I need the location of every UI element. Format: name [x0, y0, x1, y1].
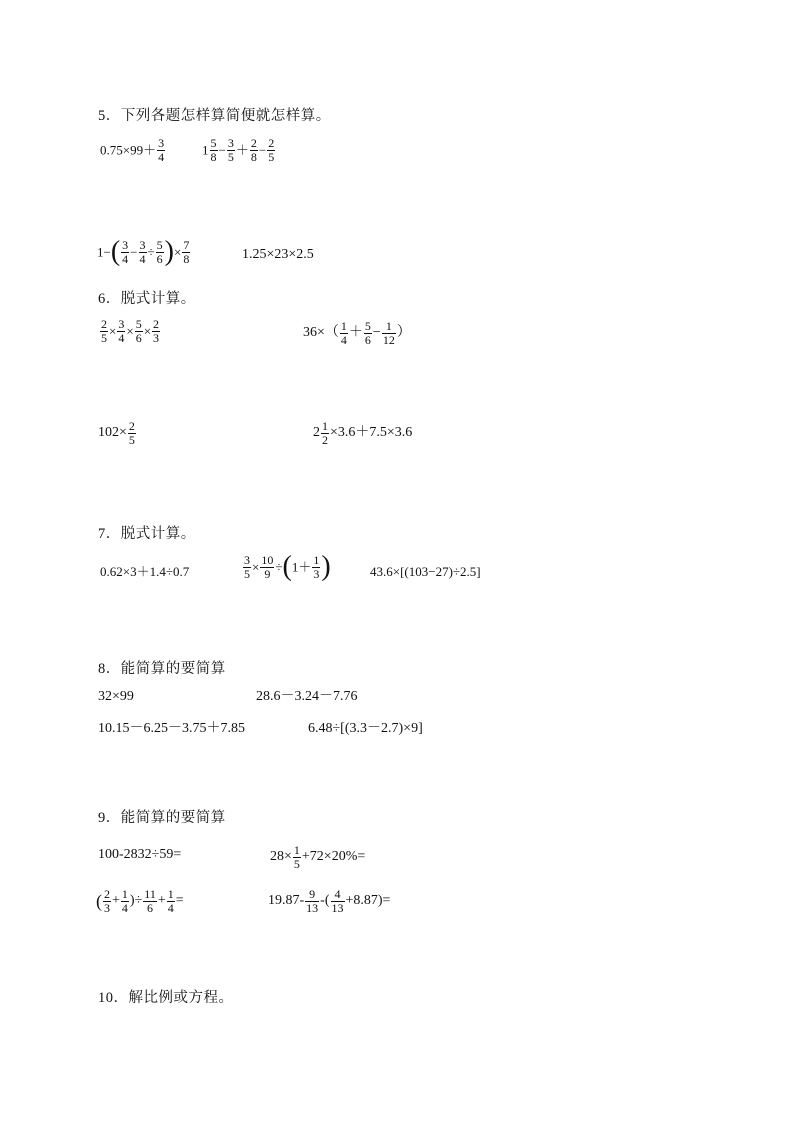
q7-expr-3: 43.6×[(103−27)÷2.5]: [370, 564, 481, 579]
q5-title: 5．下列各题怎样算简便就怎样算。: [98, 108, 331, 124]
q6-expr-3: 102× $\frac{2}{5}$: [98, 419, 135, 447]
q6-expr-1: $\frac{2}{5}$ × $\frac{3}{4}$ × $\frac{5}{6}$ × $\frac{2}{3}$: [101, 317, 160, 345]
q9-expr-3: ( $\frac{2}{3}$ + $\frac{1}{4}$ )÷ $\frac{11}{6}$ + $\frac{1}{4}$ =: [96, 887, 184, 915]
q5-expr-3: 1−( $\frac{3}{4}$ − $\frac{3}{4}$ ÷ $\frac{5}{6}$ )× $\frac{7}{8}$: [97, 236, 190, 267]
q8-expr-2: 28.6－3.24－7.76: [256, 689, 358, 704]
q6-title: 6．脱式计算。: [98, 291, 196, 307]
q7-expr-1: 0.62×3＋1.4÷0.7: [100, 564, 190, 579]
q9-expr-4: 19.87- $\frac{9}{13}$ -( $\frac{4}{13}$ +8.87)=: [268, 887, 391, 915]
q9-expr-2: 28× $\frac{1}{5}$ +72×20%=: [270, 843, 366, 871]
q8-expr-1: 32×99: [98, 689, 134, 704]
q9-expr-1: 100-2832÷59=: [98, 847, 182, 862]
q6-expr-2: 36×（ $\frac{1}{4}$ ＋ $\frac{5}{6}$ − $\frac{1}{12}$ ）: [303, 319, 411, 347]
q6-expr-4: 2 $\frac{1}{2}$ ×3.6＋7.5×3.6: [313, 419, 413, 447]
q8-title: 8．能简算的要简算: [98, 661, 226, 677]
q5-expr-4: 1.25×23×2.5: [242, 247, 314, 262]
q10-title: 10．解比例或方程。: [98, 990, 234, 1006]
q8-expr-3: 10.15－6.25－3.75＋7.85: [98, 721, 245, 736]
q5-expr-2: 1 $\frac{5}{8}$ − $\frac{3}{5}$ ＋ $\frac{2}{8}$ − $\frac{2}{5}$: [202, 136, 275, 164]
q9-title: 9．能简算的要简算: [98, 810, 226, 826]
q8-expr-4: 6.48÷[(3.3－2.7)×9]: [308, 721, 423, 736]
q7-expr-2: $\frac{3}{5}$ × $\frac{10}{9}$ ÷(1＋ $\frac{1}{3}$ ): [244, 551, 331, 582]
q5-expr-1: 0.75×99＋ $\frac{3}{4}$: [100, 136, 165, 164]
q7-title: 7．脱式计算。: [98, 526, 196, 542]
